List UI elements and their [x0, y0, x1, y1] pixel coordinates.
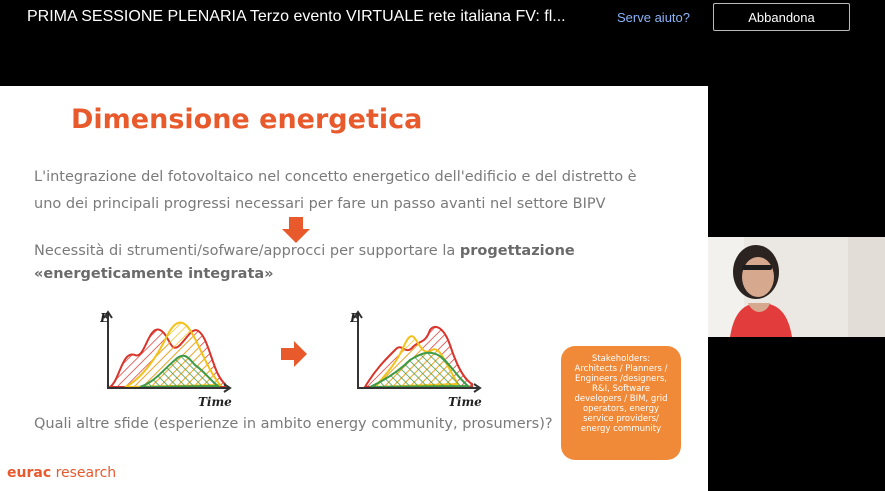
stakeholders-box [561, 346, 681, 460]
paragraph-2-line-2 [34, 266, 274, 282]
logo-rest: research [51, 465, 117, 481]
paragraph-1-line-1: L'integrazione del fotovoltaico nel concetto energetico dell'edificio e del distretto è [34, 169, 637, 185]
stakeholders-line: Stakeholders: [591, 354, 651, 364]
x-axis-label: Time [448, 395, 482, 409]
energy-chart-after [350, 310, 485, 410]
paragraph-2-bold-1: progettazione [459, 243, 575, 259]
paragraph-2-plain: Necessità di strumenti/sofware/approcci per supportare la [34, 243, 460, 259]
arrow-right-icon [281, 341, 307, 367]
leave-button[interactable]: Abbandona [713, 3, 850, 31]
stakeholders-line: Architects / Planners / [574, 364, 668, 374]
stakeholders-line: Engineers /designers, [575, 374, 667, 384]
presentation-slide [0, 86, 708, 491]
energy-chart-before [100, 310, 235, 410]
y-axis-label: E [100, 311, 110, 325]
paragraph-1-line-2: uno dei principali progressi necessari per fare un passo avanti nel settore BIPV [34, 196, 606, 212]
paragraph-2-line-1 [34, 243, 575, 259]
x-axis-label: Time [198, 395, 232, 409]
eurac-logo [7, 465, 116, 481]
stakeholders-line: service providers/ [583, 414, 659, 424]
logo-bold: eurac [7, 465, 52, 481]
stakeholders-line: R&I, Software [592, 384, 650, 394]
paragraph-2-bold-2: «energeticamente integrata» [34, 266, 274, 282]
question-text: Quali altre sfide (esperienze in ambito energy community, prosumers)? [34, 416, 553, 432]
participant-video[interactable] [708, 237, 885, 337]
speaker-avatar [708, 237, 885, 337]
meeting-top-bar [0, 0, 885, 36]
help-link[interactable]: Serve aiuto? [617, 10, 690, 25]
arrow-down-icon [282, 217, 310, 243]
stakeholders-line: developers / BIM, grid [574, 394, 668, 404]
slide-heading: Dimensione energetica [71, 104, 423, 135]
stakeholders-line: operators, energy [582, 404, 659, 414]
stakeholders-line: energy community [580, 424, 662, 434]
meeting-title: PRIMA SESSIONE PLENARIA Terzo evento VIRTUALE rete italiana FV: fl... [27, 8, 566, 25]
y-axis-label: E [350, 311, 360, 325]
